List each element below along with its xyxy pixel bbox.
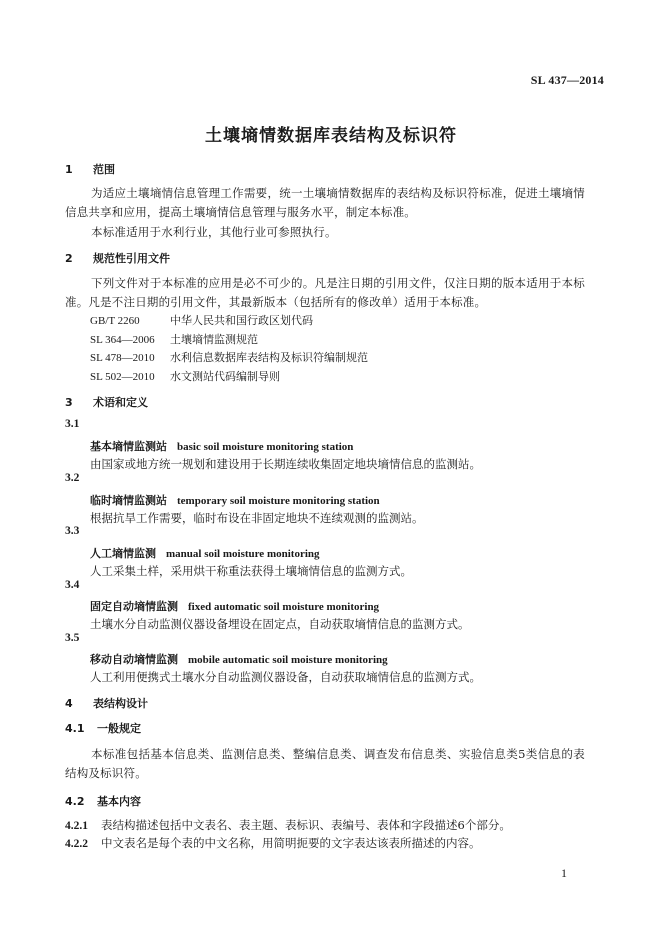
- term-chinese: 固定自动墒情监测: [90, 600, 178, 613]
- reference-item: [90, 331, 258, 347]
- subsection-title: 一般规定: [97, 722, 141, 735]
- term-number: 3.1: [65, 418, 80, 430]
- term-number: 3.5: [65, 632, 80, 644]
- term-definition: 由国家或地方统一规划和建设用于长期连续收集固定地块墒情信息的监测站。: [90, 457, 481, 471]
- section-title: 范围: [93, 163, 115, 176]
- reference-code: SL 364—2006: [90, 334, 155, 346]
- term-english: temporary soil moisture monitoring station: [177, 495, 380, 507]
- section-heading-table-design: [65, 695, 148, 711]
- term-number: 3.2: [65, 472, 80, 484]
- section-number: 1: [65, 163, 73, 176]
- section-heading-scope: [65, 161, 115, 177]
- clause-number: 4.2.2: [65, 838, 88, 850]
- reference-item: [90, 349, 368, 365]
- term-definition: 人工采集土样，采用烘干称重法获得土壤墒情信息的监测方式。: [90, 564, 412, 578]
- scope-paragraph-2: 本标准适用于水利行业，其他行业可参照执行。: [91, 225, 337, 239]
- reference-code: GB/T 2260: [90, 315, 140, 327]
- term-definition: 根据抗旱工作需要，临时布设在非固定地块不连续观测的监测站。: [90, 511, 424, 525]
- section-title: 术语和定义: [93, 396, 148, 409]
- term-number: 3.3: [65, 525, 80, 537]
- section-heading-terms: [65, 394, 148, 410]
- general-paragraph: 本标准包括基本信息类、监测信息类、整编信息类、调查发布信息类、实验信息类5类信息的表结构及标识符。: [65, 747, 585, 780]
- section-number: 4: [65, 697, 73, 710]
- term-chinese: 人工墒情监测: [90, 547, 156, 560]
- term-definition: 土壤水分自动监测仪器设备埋设在固定点，自动获取墒情信息的监测方式。: [90, 617, 470, 631]
- term-definition: 人工利用便携式土壤水分自动监测仪器设备，自动获取墒情信息的监测方式。: [90, 670, 481, 684]
- term-heading: [90, 598, 379, 614]
- subsection-heading-general: [65, 720, 141, 736]
- reference-name: 水利信息数据库表结构及标识符编制规范: [170, 351, 368, 364]
- reference-code: SL 502—2010: [90, 371, 155, 383]
- scope-paragraph-1: 为适应土壤墒情信息管理工作需要，统一土壤墒情数据库的表结构及标识符标准，促进土壤墒情信息共享和应用，提高土壤墒情信息管理与服务水平，制定本标准。: [65, 186, 585, 219]
- term-heading: [90, 438, 353, 454]
- term-english: mobile automatic soil moisture monitoring: [188, 654, 388, 666]
- standard-code: SL 437—2014: [530, 73, 604, 87]
- page-number: 1: [561, 866, 567, 880]
- document-title: 土壤墒情数据库表结构及标识符: [205, 126, 457, 146]
- term-chinese: 基本墒情监测站: [90, 440, 167, 453]
- clause-number: 4.2.1: [65, 820, 88, 832]
- clause-text: 中文表名是每个表的中文名称，用简明扼要的文字表达该表所描述的内容。: [101, 836, 481, 850]
- clause-item: [65, 835, 481, 851]
- section-heading-references: [65, 250, 170, 266]
- reference-name: 水文测站代码编制导则: [170, 370, 280, 383]
- reference-name: 中华人民共和国行政区划代码: [170, 314, 313, 327]
- term-heading: [90, 492, 380, 508]
- clause-text: 表结构描述包括中文表名、表主题、表标识、表编号、表体和字段描述6个部分。: [101, 818, 511, 832]
- clause-item: [65, 817, 511, 833]
- reference-item: [90, 368, 280, 384]
- section-number: 2: [65, 252, 73, 265]
- term-english: fixed automatic soil moisture monitoring: [188, 601, 380, 613]
- term-chinese: 临时墒情监测站: [90, 494, 167, 507]
- term-heading: [90, 545, 320, 561]
- subsection-title: 基本内容: [97, 795, 141, 808]
- term-english: basic soil moisture monitoring station: [177, 441, 354, 453]
- reference-name: 土壤墒情监测规范: [170, 333, 258, 346]
- references-paragraph: 下列文件对于本标准的应用是必不可少的。凡是注日期的引用文件，仅注日期的版本适用于本标准。凡是不注日期的引用文件，其最新版本（包括所有的修改单）适用于本标准。: [65, 276, 585, 309]
- section-number: 3: [65, 396, 73, 409]
- subsection-heading-basic-content: [65, 793, 141, 809]
- term-chinese: 移动自动墒情监测: [90, 653, 178, 666]
- section-title: 表结构设计: [93, 697, 148, 710]
- reference-code: SL 478—2010: [90, 352, 155, 364]
- term-heading: [90, 651, 388, 667]
- reference-item: [90, 312, 313, 328]
- term-english: manual soil moisture monitoring: [166, 548, 320, 560]
- term-number: 3.4: [65, 579, 80, 591]
- subsection-number: 4.1: [65, 722, 85, 735]
- section-title: 规范性引用文件: [93, 252, 170, 265]
- subsection-number: 4.2: [65, 795, 85, 808]
